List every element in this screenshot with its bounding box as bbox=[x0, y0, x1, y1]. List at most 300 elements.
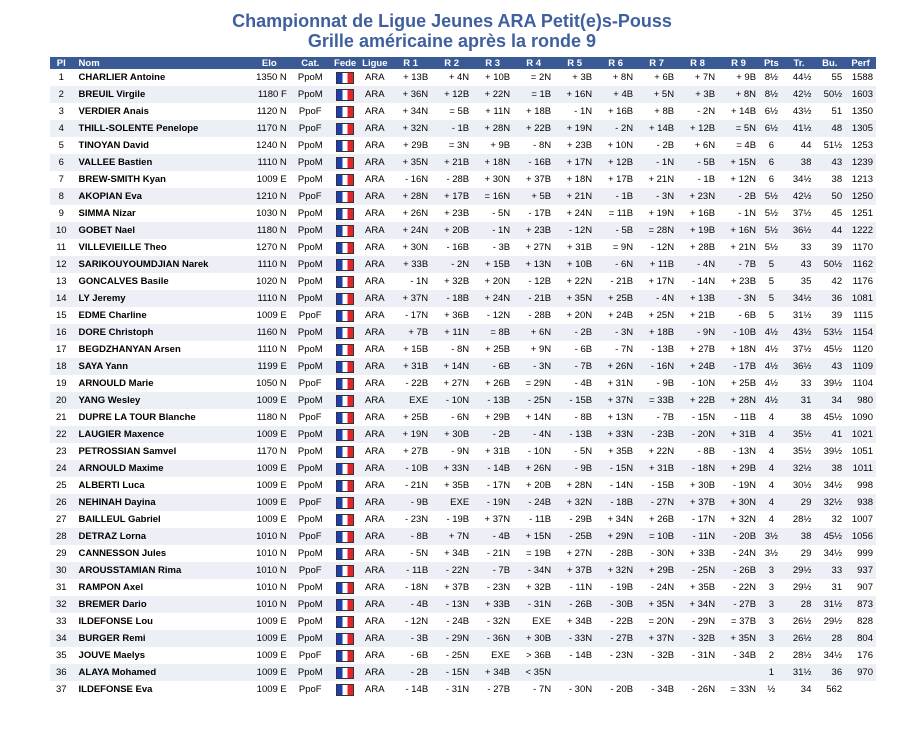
elo-cell: 1020 N bbox=[249, 273, 290, 290]
tiebreak-tr-cell: 37½ bbox=[784, 205, 815, 222]
points-cell: 8½ bbox=[759, 69, 784, 86]
round-2-result: - 6N bbox=[431, 409, 472, 426]
federation-cell bbox=[331, 477, 360, 494]
round-4-result: = 2N bbox=[513, 69, 554, 86]
header-r5: R 5 bbox=[554, 57, 595, 69]
round-6-result: - 23N bbox=[595, 647, 636, 664]
performance-cell: 1305 bbox=[845, 120, 876, 137]
tiebreak-bu-cell: 50½ bbox=[814, 256, 845, 273]
league-cell: ARA bbox=[359, 154, 390, 171]
performance-cell: 1120 bbox=[845, 341, 876, 358]
round-7-result: - 24N bbox=[636, 579, 677, 596]
header-ligue: Ligue bbox=[359, 57, 390, 69]
performance-cell: 1222 bbox=[845, 222, 876, 239]
category-cell: PpoM bbox=[290, 273, 331, 290]
header-tr: Tr. bbox=[784, 57, 815, 69]
round-6-result: - 7N bbox=[595, 341, 636, 358]
round-5-result: - 33N bbox=[554, 630, 595, 647]
tiebreak-bu-cell: 45½ bbox=[814, 528, 845, 545]
player-name: ALBERTI Luca bbox=[73, 477, 249, 494]
round-2-result: - 13N bbox=[431, 596, 472, 613]
round-9-result: - 27B bbox=[718, 596, 759, 613]
performance-cell: 1007 bbox=[845, 511, 876, 528]
tiebreak-bu-cell: 32 bbox=[814, 511, 845, 528]
round-7-result: + 6B bbox=[636, 69, 677, 86]
category-cell: PpoM bbox=[290, 154, 331, 171]
round-1-result: + 26N bbox=[390, 205, 431, 222]
round-9-result: + 31B bbox=[718, 426, 759, 443]
category-cell: PpoM bbox=[290, 222, 331, 239]
header-nom: Nom bbox=[73, 57, 249, 69]
league-cell: ARA bbox=[359, 613, 390, 630]
header-fede: Fede bbox=[331, 57, 360, 69]
france-flag-icon bbox=[336, 225, 354, 237]
table-row bbox=[50, 375, 876, 392]
round-7-result: - 12N bbox=[636, 239, 677, 256]
tiebreak-bu-cell: 44 bbox=[814, 222, 845, 239]
round-2-result: = 3N bbox=[431, 137, 472, 154]
league-cell: ARA bbox=[359, 256, 390, 273]
round-3-result: - 19N bbox=[472, 494, 513, 511]
elo-cell: 1199 E bbox=[249, 358, 290, 375]
league-cell: ARA bbox=[359, 375, 390, 392]
tiebreak-tr-cell: 28½ bbox=[784, 511, 815, 528]
tiebreak-tr-cell: 33 bbox=[784, 239, 815, 256]
tiebreak-tr-cell: 37½ bbox=[784, 341, 815, 358]
round-5-result: + 17N bbox=[554, 154, 595, 171]
points-cell: 4 bbox=[759, 477, 784, 494]
round-7-result: - 2B bbox=[636, 137, 677, 154]
round-2-result: - 19B bbox=[431, 511, 472, 528]
france-flag-icon bbox=[336, 293, 354, 305]
round-4-result: + 13N bbox=[513, 256, 554, 273]
performance-cell: 1011 bbox=[845, 460, 876, 477]
tiebreak-bu-cell: 29½ bbox=[814, 613, 845, 630]
points-cell: 6 bbox=[759, 171, 784, 188]
round-4-result: + 23B bbox=[513, 222, 554, 239]
france-flag-icon bbox=[336, 684, 354, 696]
round-3-result: - 2B bbox=[472, 426, 513, 443]
round-4-result: - 25N bbox=[513, 392, 554, 409]
round-1-result: - 17N bbox=[390, 307, 431, 324]
federation-cell bbox=[331, 239, 360, 256]
round-5-result: + 34B bbox=[554, 613, 595, 630]
category-cell: PpoF bbox=[290, 188, 331, 205]
league-cell: ARA bbox=[359, 681, 390, 698]
round-2-result: + 33N bbox=[431, 460, 472, 477]
elo-cell: 1009 E bbox=[249, 460, 290, 477]
france-flag-icon bbox=[336, 378, 354, 390]
table-row bbox=[50, 103, 876, 120]
header-r1: R 1 bbox=[390, 57, 431, 69]
round-7-result: + 14B bbox=[636, 120, 677, 137]
header-cat: Cat. bbox=[290, 57, 331, 69]
tiebreak-bu-cell: 36 bbox=[814, 664, 845, 681]
round-9-result: - 2B bbox=[718, 188, 759, 205]
tiebreak-tr-cell: 31½ bbox=[784, 664, 815, 681]
points-cell: 4 bbox=[759, 426, 784, 443]
france-flag-icon bbox=[336, 310, 354, 322]
round-9-result: = 33N bbox=[718, 681, 759, 698]
round-4-result: - 12B bbox=[513, 273, 554, 290]
league-cell: ARA bbox=[359, 222, 390, 239]
table-row bbox=[50, 239, 876, 256]
federation-cell bbox=[331, 579, 360, 596]
round-7-result: - 4N bbox=[636, 290, 677, 307]
table-row bbox=[50, 307, 876, 324]
round-1-result: - 21N bbox=[390, 477, 431, 494]
round-5-result: + 10B bbox=[554, 256, 595, 273]
tiebreak-tr-cell: 36½ bbox=[784, 222, 815, 239]
table-row bbox=[50, 256, 876, 273]
rank-cell: 21 bbox=[50, 409, 73, 426]
header-r4: R 4 bbox=[513, 57, 554, 69]
round-5-result: + 22N bbox=[554, 273, 595, 290]
round-8-result: - 20N bbox=[677, 426, 718, 443]
round-1-result: + 7B bbox=[390, 324, 431, 341]
round-9-result: - 34B bbox=[718, 647, 759, 664]
rank-cell: 7 bbox=[50, 171, 73, 188]
points-cell: 5 bbox=[759, 256, 784, 273]
round-7-result: - 27N bbox=[636, 494, 677, 511]
round-2-result: - 31N bbox=[431, 681, 472, 698]
round-6-result: + 4B bbox=[595, 86, 636, 103]
tiebreak-tr-cell: 43 bbox=[784, 256, 815, 273]
round-8-result: - 32B bbox=[677, 630, 718, 647]
france-flag-icon bbox=[336, 531, 354, 543]
round-1-result: - 9B bbox=[390, 494, 431, 511]
federation-cell bbox=[331, 443, 360, 460]
tiebreak-bu-cell: 43 bbox=[814, 154, 845, 171]
round-6-result: - 15N bbox=[595, 460, 636, 477]
category-cell: PpoM bbox=[290, 392, 331, 409]
points-cell: 4½ bbox=[759, 358, 784, 375]
france-flag-icon bbox=[336, 174, 354, 186]
round-5-result: + 24N bbox=[554, 205, 595, 222]
tiebreak-tr-cell: 29½ bbox=[784, 562, 815, 579]
round-9-result: + 16N bbox=[718, 222, 759, 239]
round-1-result: - 3B bbox=[390, 630, 431, 647]
round-2-result: - 22N bbox=[431, 562, 472, 579]
player-name: CHARLIER Antoine bbox=[73, 69, 249, 86]
rank-cell: 12 bbox=[50, 256, 73, 273]
round-3-result: + 33B bbox=[472, 596, 513, 613]
tiebreak-bu-cell: 45 bbox=[814, 205, 845, 222]
round-8-result: + 23N bbox=[677, 188, 718, 205]
round-3-result: = 16N bbox=[472, 188, 513, 205]
france-flag-icon bbox=[336, 446, 354, 458]
rank-cell: 34 bbox=[50, 630, 73, 647]
round-9-result: + 29B bbox=[718, 460, 759, 477]
tiebreak-bu-cell: 31½ bbox=[814, 596, 845, 613]
tiebreak-tr-cell: 31½ bbox=[784, 307, 815, 324]
france-flag-icon bbox=[336, 395, 354, 407]
round-9-result: + 25B bbox=[718, 375, 759, 392]
round-8-result: - 10N bbox=[677, 375, 718, 392]
elo-cell: 1009 E bbox=[249, 647, 290, 664]
tiebreak-bu-cell: 38 bbox=[814, 171, 845, 188]
round-4-result: + 6N bbox=[513, 324, 554, 341]
category-cell: PpoM bbox=[290, 477, 331, 494]
elo-cell: 1009 E bbox=[249, 630, 290, 647]
round-2-result: + 21B bbox=[431, 154, 472, 171]
tiebreak-tr-cell: 42½ bbox=[784, 188, 815, 205]
round-5-result: - 29B bbox=[554, 511, 595, 528]
round-2-result: - 28B bbox=[431, 171, 472, 188]
federation-cell bbox=[331, 86, 360, 103]
tiebreak-bu-cell: 39½ bbox=[814, 443, 845, 460]
player-name: DORE Christoph bbox=[73, 324, 249, 341]
performance-cell: 1588 bbox=[845, 69, 876, 86]
france-flag-icon bbox=[336, 650, 354, 662]
round-2-result: + 20B bbox=[431, 222, 472, 239]
player-name: BURGER Remi bbox=[73, 630, 249, 647]
round-2-result: + 30B bbox=[431, 426, 472, 443]
elo-cell: 1160 N bbox=[249, 324, 290, 341]
round-5-result: + 16N bbox=[554, 86, 595, 103]
round-8-result: + 37B bbox=[677, 494, 718, 511]
round-7-result: - 13B bbox=[636, 341, 677, 358]
player-name: ALAYA Mohamed bbox=[73, 664, 249, 681]
round-9-result: + 9B bbox=[718, 69, 759, 86]
category-cell: PpoF bbox=[290, 120, 331, 137]
round-7-result: + 18B bbox=[636, 324, 677, 341]
tiebreak-bu-cell: 53½ bbox=[814, 324, 845, 341]
league-cell: ARA bbox=[359, 392, 390, 409]
header-r7: R 7 bbox=[636, 57, 677, 69]
round-3-result: + 18N bbox=[472, 154, 513, 171]
federation-cell bbox=[331, 137, 360, 154]
round-8-result: + 33B bbox=[677, 545, 718, 562]
round-9-result: = 4B bbox=[718, 137, 759, 154]
round-1-result: + 33B bbox=[390, 256, 431, 273]
round-7-result: - 30N bbox=[636, 545, 677, 562]
table-row bbox=[50, 511, 876, 528]
points-cell: 3 bbox=[759, 630, 784, 647]
round-6-result: + 10N bbox=[595, 137, 636, 154]
round-1-result: + 32N bbox=[390, 120, 431, 137]
points-cell: 3½ bbox=[759, 545, 784, 562]
round-3-result: - 23N bbox=[472, 579, 513, 596]
elo-cell: 1010 N bbox=[249, 545, 290, 562]
round-8-result: - 9N bbox=[677, 324, 718, 341]
tiebreak-bu-cell: 38 bbox=[814, 460, 845, 477]
header-r3: R 3 bbox=[472, 57, 513, 69]
round-1-result: - 8B bbox=[390, 528, 431, 545]
performance-cell: 176 bbox=[845, 647, 876, 664]
category-cell: PpoM bbox=[290, 511, 331, 528]
round-9-result: - 3N bbox=[718, 290, 759, 307]
france-flag-icon bbox=[336, 140, 354, 152]
rank-cell: 31 bbox=[50, 579, 73, 596]
round-2-result: + 11N bbox=[431, 324, 472, 341]
performance-cell: 937 bbox=[845, 562, 876, 579]
tiebreak-bu-cell: 39 bbox=[814, 307, 845, 324]
france-flag-icon bbox=[336, 157, 354, 169]
federation-cell bbox=[331, 290, 360, 307]
tiebreak-bu-cell: 39½ bbox=[814, 375, 845, 392]
tiebreak-bu-cell: 34½ bbox=[814, 477, 845, 494]
round-4-result: + 9N bbox=[513, 341, 554, 358]
round-2-result: = 5B bbox=[431, 103, 472, 120]
round-2-result: + 17B bbox=[431, 188, 472, 205]
table-row bbox=[50, 562, 876, 579]
france-flag-icon bbox=[336, 548, 354, 560]
performance-cell: 1104 bbox=[845, 375, 876, 392]
table-row bbox=[50, 647, 876, 664]
federation-cell bbox=[331, 460, 360, 477]
round-9-result: + 8N bbox=[718, 86, 759, 103]
round-1-result: - 14B bbox=[390, 681, 431, 698]
league-cell: ARA bbox=[359, 290, 390, 307]
points-cell: 4 bbox=[759, 460, 784, 477]
elo-cell: 1240 N bbox=[249, 137, 290, 154]
performance-cell bbox=[845, 681, 876, 698]
elo-cell: 1010 N bbox=[249, 596, 290, 613]
round-7-result: + 8B bbox=[636, 103, 677, 120]
round-4-result: - 16B bbox=[513, 154, 554, 171]
league-cell: ARA bbox=[359, 630, 390, 647]
round-5-result: - 26B bbox=[554, 596, 595, 613]
rank-cell: 33 bbox=[50, 613, 73, 630]
points-cell: 1 bbox=[759, 664, 784, 681]
round-3-result: - 21N bbox=[472, 545, 513, 562]
federation-cell bbox=[331, 171, 360, 188]
round-6-result: - 28B bbox=[595, 545, 636, 562]
round-2-result: - 10N bbox=[431, 392, 472, 409]
round-7-result: + 19N bbox=[636, 205, 677, 222]
category-cell: PpoF bbox=[290, 409, 331, 426]
performance-cell: 1021 bbox=[845, 426, 876, 443]
round-7-result: + 21N bbox=[636, 171, 677, 188]
round-6-result: - 1B bbox=[595, 188, 636, 205]
header-row bbox=[50, 57, 876, 69]
round-7-result: - 7B bbox=[636, 409, 677, 426]
france-flag-icon bbox=[336, 327, 354, 339]
performance-cell: 1115 bbox=[845, 307, 876, 324]
round-6-result: - 18B bbox=[595, 494, 636, 511]
category-cell: PpoM bbox=[290, 171, 331, 188]
round-9-result: = 37B bbox=[718, 613, 759, 630]
category-cell: PpoM bbox=[290, 426, 331, 443]
round-6-result: = 11B bbox=[595, 205, 636, 222]
round-3-result: - 27B bbox=[472, 681, 513, 698]
round-8-result: + 21B bbox=[677, 307, 718, 324]
elo-cell: 1009 E bbox=[249, 681, 290, 698]
round-1-result: - 12N bbox=[390, 613, 431, 630]
elo-cell: 1009 E bbox=[249, 511, 290, 528]
league-cell: ARA bbox=[359, 86, 390, 103]
round-8-result: - 18N bbox=[677, 460, 718, 477]
round-1-result: - 10B bbox=[390, 460, 431, 477]
france-flag-icon bbox=[336, 429, 354, 441]
league-cell: ARA bbox=[359, 528, 390, 545]
round-6-result: - 22B bbox=[595, 613, 636, 630]
federation-cell bbox=[331, 375, 360, 392]
category-cell: PpoM bbox=[290, 86, 331, 103]
round-5-result: - 13B bbox=[554, 426, 595, 443]
table-row bbox=[50, 273, 876, 290]
elo-cell: 1009 E bbox=[249, 664, 290, 681]
federation-cell bbox=[331, 273, 360, 290]
tiebreak-tr-cell: 35½ bbox=[784, 443, 815, 460]
federation-cell bbox=[331, 120, 360, 137]
category-cell: PpoM bbox=[290, 460, 331, 477]
round-2-result: - 9N bbox=[431, 443, 472, 460]
category-cell: PpoM bbox=[290, 613, 331, 630]
round-2-result: - 2N bbox=[431, 256, 472, 273]
round-7-result: - 16N bbox=[636, 358, 677, 375]
round-1-result: - 4B bbox=[390, 596, 431, 613]
player-name: YANG Wesley bbox=[73, 392, 249, 409]
round-8-result: + 34N bbox=[677, 596, 718, 613]
category-cell: PpoF bbox=[290, 528, 331, 545]
round-2-result: + 14N bbox=[431, 358, 472, 375]
round-2-result: - 1B bbox=[431, 120, 472, 137]
elo-cell: 1180 N bbox=[249, 222, 290, 239]
round-3-result: + 34B bbox=[472, 664, 513, 681]
round-2-result: + 7N bbox=[431, 528, 472, 545]
elo-cell: 1110 N bbox=[249, 290, 290, 307]
tiebreak-bu-cell: 28 bbox=[814, 630, 845, 647]
france-flag-icon bbox=[336, 89, 354, 101]
round-5-result: - 7B bbox=[554, 358, 595, 375]
tiebreak-tr-cell: 38 bbox=[784, 154, 815, 171]
performance-cell: 1603 bbox=[845, 86, 876, 103]
tiebreak-bu-cell: 55 bbox=[814, 69, 845, 86]
round-5-result: + 21N bbox=[554, 188, 595, 205]
table-row bbox=[50, 392, 876, 409]
round-1-result: + 36N bbox=[390, 86, 431, 103]
table-row bbox=[50, 188, 876, 205]
round-8-result: - 4N bbox=[677, 256, 718, 273]
round-3-result: - 1N bbox=[472, 222, 513, 239]
round-6-result: + 33N bbox=[595, 426, 636, 443]
league-cell: ARA bbox=[359, 273, 390, 290]
performance-cell: 980 bbox=[845, 392, 876, 409]
round-5-result: - 5N bbox=[554, 443, 595, 460]
round-6-result: + 32N bbox=[595, 562, 636, 579]
round-5-result: - 4B bbox=[554, 375, 595, 392]
round-4-result: - 21B bbox=[513, 290, 554, 307]
category-cell: PpoM bbox=[290, 137, 331, 154]
rank-cell: 16 bbox=[50, 324, 73, 341]
league-cell: ARA bbox=[359, 494, 390, 511]
round-3-result: - 36N bbox=[472, 630, 513, 647]
league-cell: ARA bbox=[359, 664, 390, 681]
round-4-result: + 27N bbox=[513, 239, 554, 256]
federation-cell bbox=[331, 341, 360, 358]
rank-cell: 27 bbox=[50, 511, 73, 528]
tiebreak-bu-cell: 51 bbox=[814, 103, 845, 120]
table-row bbox=[50, 409, 876, 426]
round-9-result: - 24N bbox=[718, 545, 759, 562]
round-7-result: - 32B bbox=[636, 647, 677, 664]
tiebreak-bu-cell: 45½ bbox=[814, 409, 845, 426]
round-1-result: - 2B bbox=[390, 664, 431, 681]
performance-cell: 1162 bbox=[845, 256, 876, 273]
round-7-result: = 28N bbox=[636, 222, 677, 239]
category-cell: PpoM bbox=[290, 69, 331, 86]
league-cell: ARA bbox=[359, 358, 390, 375]
elo-cell: 1170 N bbox=[249, 120, 290, 137]
round-4-result: - 3N bbox=[513, 358, 554, 375]
elo-cell: 1009 E bbox=[249, 613, 290, 630]
tiebreak-bu-cell: 36 bbox=[814, 290, 845, 307]
round-3-result: - 13B bbox=[472, 392, 513, 409]
elo-cell: 1180 F bbox=[249, 86, 290, 103]
round-2-result: - 16B bbox=[431, 239, 472, 256]
